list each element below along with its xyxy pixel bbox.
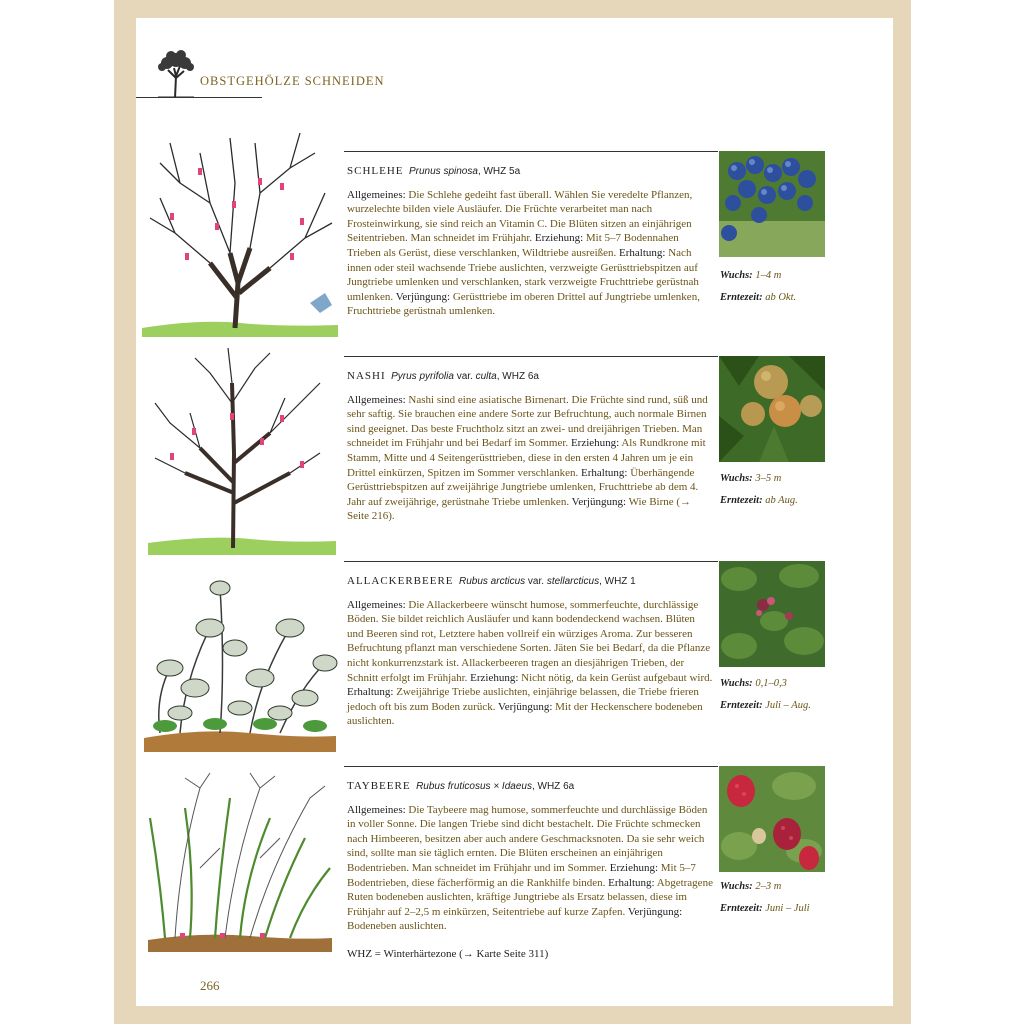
- latin-name: Pyrus pyrifolia: [391, 371, 454, 382]
- allackerbeere-photo: [719, 561, 825, 667]
- entry-header: [347, 779, 713, 795]
- description: Allgemeines: Die Schlehe gedeiht fast überall. Wählen Sie veredelte Pflanzen, wurzelechte bilden viele Ausläufer. Die Früchte verarbeitet man nach Frosteinwirkung, sie sind reich an Vitamin C. Die Blüten sitzen an einjährigen Seitentrieben. Man schneidet im Frühjahr. Erziehung: Mit 5–7 Bodennahen Trieben als Gerüst, diese verschlanken, Wildtriebe ausreißen. Erhaltung: Nach innen oder steil wachsende Triebe auslichten, verzweigte Gerüsttriebspitzen auf Jungtriebe umlenken und verschlanken, stark verzweigte Fruchttriebe gerüstnah umlenken. Verjüngung: Gerüsttriebe im oberen Drittel auf Jungtriebe umlenken, Fruchttriebe gerüstnah umlenken.: [347, 188, 700, 318]
- latin-name: Rubus fruticosus × Idaeus: [416, 781, 532, 792]
- erntezeit: Erntezeit: Juni – Juli: [720, 903, 810, 914]
- wuchs: Wuchs: 3–5 m: [720, 473, 782, 484]
- tree-logo-icon: [154, 46, 198, 98]
- nashi-illustration: [140, 343, 340, 563]
- wuchs: Wuchs: 0,1–0,3: [720, 678, 787, 689]
- erntezeit: Erntezeit: ab Okt.: [720, 292, 797, 303]
- entry-header: [347, 164, 713, 180]
- plant-name: ALLACKERBEERE: [347, 575, 454, 587]
- schlehe-photo: [719, 151, 825, 257]
- entry-nashi: [347, 369, 713, 524]
- entry-header: ALLACKERBEERE Rubus arcticus var. stellarcticus, WHZ 1: [347, 575, 636, 587]
- taybeere-meta: [720, 876, 810, 920]
- whz-zone: , WHZ 6a: [496, 371, 539, 382]
- schlehe-illustration: [140, 123, 340, 343]
- description: Allgemeines: Nashi sind eine asiatische Birnenart. Die Früchte sind rund, süß und sehr saftig. Sie brauchen eine andere Sorte zur Befruchtung, auch normale Birnen sind geeignet. Das beste Fruchtholz sitzt an zwei- und dreijährigen Trieben. Man schneidet im Frühjahr und bei Bedarf im Sommer. Erziehung: Als Rundkrone mit Stamm, Mitte und 4 Seitengerüsttrieben, diese in den ersten 4 Jahren um je ein Drittel einkürzen, Spitzen im Sommer verschlanken. Erhaltung: Überhängende Gerüsttriebspitzen auf zweijährige Jungtriebe umlenken, Fruchttriebe ab dem 4. Jahr auf zweijährige, gerüstnahe Triebe umlenken. Verjüngung: Wie Birne (→ Seite 216).: [347, 393, 708, 523]
- entry-schlehe: [347, 164, 713, 319]
- whz-zone: , WHZ 6a: [531, 781, 575, 792]
- section-header: [136, 40, 386, 100]
- entry-rule: [344, 561, 718, 562]
- entry-rule: [344, 151, 718, 152]
- latin-name: Rubus arcticus: [459, 576, 526, 587]
- allackerbeere-meta: [720, 673, 811, 717]
- book-page: [136, 18, 893, 1006]
- entry-allackerbeere: [347, 574, 713, 729]
- schlehe-meta: [720, 265, 796, 309]
- nashi-meta: [720, 468, 798, 512]
- wuchs: Wuchs: 2–3 m: [720, 881, 782, 892]
- section-title: OBSTGEHÖLZE SCHNEIDEN: [200, 74, 385, 88]
- description: Allgemeines: Die Taybeere mag humose, sommerfeuchte und durchlässige Böden in voller Sonne. Die langen Triebe sind dicht bestachelt. Die Früchte schmecken nach Himbeeren, besitzen aber auch andere Geschmacksnoten. Da sie sehr weich sind, sollte man sie täglich ernten. Die Blüten erscheinen an einjährigen Bodentrieben. Man schneidet im Frühjahr und im Sommer. Erziehung: Mit 5–7 Bodentrieben, diese fächerförmig an die Rankhilfe binden. Erhaltung: Abgetragene Ruten bodeneben auslichten, kräftige Jungtriebe als Ersatz belassen, diese im Frühjahr auf 2–2,5 m einkürzen, Seitentriebe auf kurze Zapfen. Verjüngung: Bodeneben auslichten.: [347, 803, 713, 933]
- entry-taybeere: [347, 779, 713, 934]
- taybeere-illustration: [140, 768, 340, 958]
- whz-footnote: WHZ = Winterhärtezone (→ Karte Seite 311): [347, 948, 549, 960]
- nashi-photo: [719, 356, 825, 462]
- wuchs: Wuchs: 1–4 m: [720, 270, 782, 281]
- entry-header: NASHI Pyrus pyrifolia var. culta, WHZ 6a: [347, 370, 539, 382]
- entry-rule: [344, 766, 718, 767]
- page-number: 266: [200, 978, 220, 993]
- entry-rule: [344, 356, 718, 357]
- taybeere-photo: [719, 766, 825, 872]
- description: Allgemeines: Die Allackerbeere wünscht humose, sommerfeuchte, durchlässige Böden. Sie bildet reichlich Ausläufer und kann bodendeckend wachsen. Blüten und Beeren sind rot, Letztere haben vollreif ein würziges Aroma. Zur besseren Befruchtung pflanzt man verschiedene Sorten. Jäten Sie bei Bedarf, da die Pflanze nicht konkurrenzstark ist. Allackerbeeren tragen an diesjährigen Trieben, der Schnitt erfolgt im Frühjahr. Erziehung: Nicht nötig, da kein Gerüst aufgebaut wird. Erhaltung: Zweijährige Triebe auslichten, einjährige belassen, die Triebe frieren jedoch oft bis zum Boden zurück. Verjüngung: Mit der Heckenschere bodeneben auslichten.: [347, 598, 713, 728]
- erntezeit: Erntezeit: Juli – Aug.: [720, 700, 811, 711]
- whz-zone: , WHZ 5a: [477, 166, 521, 177]
- header-rule: [136, 97, 262, 98]
- plant-name: SCHLEHE: [347, 165, 404, 177]
- allackerbeere-illustration: [140, 568, 340, 758]
- plant-name: NASHI: [347, 370, 386, 382]
- erntezeit: Erntezeit: ab Aug.: [720, 495, 798, 506]
- whz-zone: , WHZ 1: [599, 576, 636, 587]
- plant-name: TAYBEERE: [347, 780, 411, 792]
- latin-name: Prunus spinosa: [409, 166, 478, 177]
